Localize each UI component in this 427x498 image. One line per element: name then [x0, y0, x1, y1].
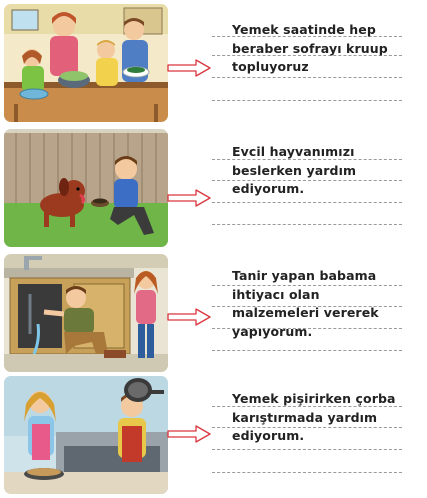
- text-line: beraber sofrayı kruup: [232, 40, 388, 56]
- text-line: Tanir yapan babama: [232, 268, 377, 283]
- activity-text: [232, 267, 402, 341]
- text-line: beslerken yardım: [232, 162, 357, 178]
- text-line: Evcil hayvanımızı: [232, 144, 355, 159]
- boy-feeding-dog-illustration-svg: [4, 129, 168, 247]
- writing-line: [212, 449, 402, 450]
- writing-line: [212, 77, 402, 78]
- worksheet-row-1: [0, 4, 427, 122]
- text-line: ediyorum.: [232, 428, 305, 443]
- writing-line: [212, 224, 402, 225]
- writing-line: [212, 472, 402, 473]
- writing-line: [212, 350, 402, 351]
- activity-text: [232, 143, 402, 199]
- worksheet-row-2: [0, 129, 427, 247]
- activity-text: [232, 21, 402, 77]
- text-line: Yemek saatinde hep: [232, 22, 376, 37]
- arrow-icon: [166, 423, 212, 445]
- activity-text: [232, 390, 402, 446]
- text-line: malzemeleri vererek: [232, 305, 379, 320]
- text-line: karıştırmada yardım: [232, 409, 378, 425]
- text-line: ediyorum.: [232, 181, 305, 196]
- worksheet-row-3: [0, 254, 427, 372]
- father-repair-illustration: [4, 254, 168, 372]
- arrow-icon: [166, 187, 212, 209]
- writing-line: [212, 202, 402, 203]
- boy-feeding-dog-illustration: [4, 129, 168, 247]
- writing-line: [212, 100, 402, 101]
- family-table-illustration-svg: [4, 4, 168, 122]
- arrow-icon: [166, 57, 212, 79]
- text-line: yapıyorum.: [232, 323, 313, 339]
- arrow-icon: [166, 306, 212, 328]
- family-table-illustration: [4, 4, 168, 122]
- worksheet-row-4: [0, 376, 427, 494]
- text-line: ihtiyacı olan: [232, 286, 320, 302]
- father-repair-illustration-svg: [4, 254, 168, 372]
- text-line: topluyoruz: [232, 59, 309, 74]
- cooking-illustration-svg: [4, 376, 168, 494]
- cooking-illustration: [4, 376, 168, 494]
- text-line: Yemek pişirirken çorba: [232, 391, 396, 406]
